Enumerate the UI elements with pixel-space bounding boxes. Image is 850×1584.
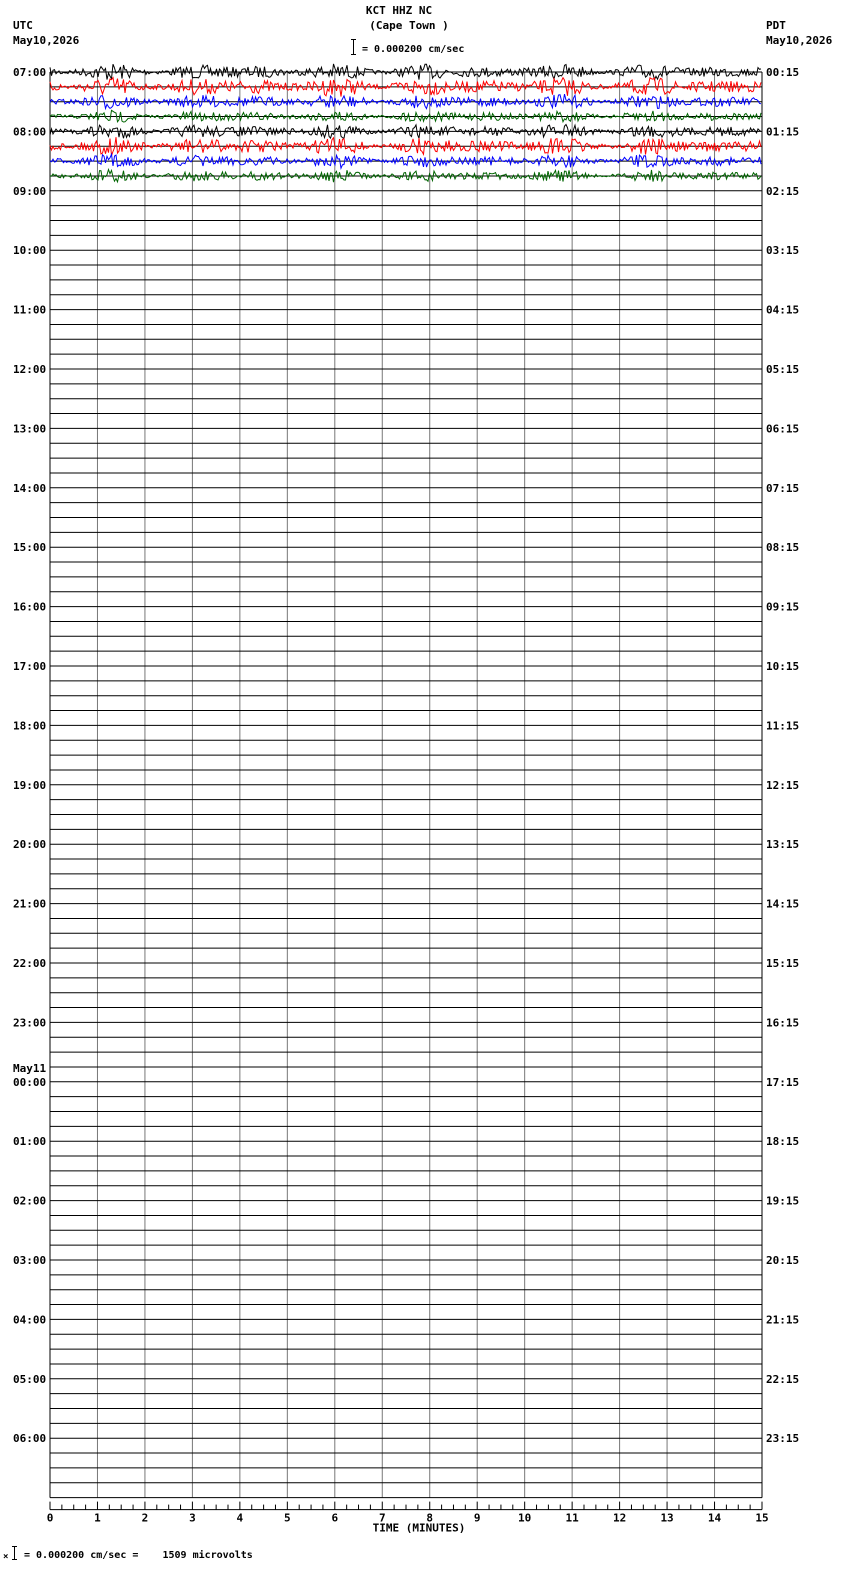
- utc-hour-label: 22:00: [13, 957, 47, 970]
- pdt-hour-label: 18:15: [766, 1135, 800, 1149]
- pdt-hour-label: 19:15: [766, 1194, 800, 1208]
- utc-hour-label: 20:00: [13, 838, 47, 852]
- utc-hour-label: 01:00: [13, 1135, 47, 1149]
- x-tick-label: 0: [46, 1511, 54, 1525]
- footer-scale-note: = 0.000200 cm/sec = 1509 microvolts: [24, 1550, 253, 1561]
- utc-hour-label: 02:00: [13, 1194, 47, 1208]
- pdt-hour-label: 12:15: [766, 778, 800, 792]
- pdt-hour-label: 22:15: [766, 1372, 800, 1386]
- utc-hour-label: 14:00: [13, 481, 47, 495]
- utc-hour-label: 12:00: [13, 363, 47, 376]
- pdt-hour-label: 06:15: [766, 422, 800, 436]
- utc-hour-label: 19:00: [13, 778, 47, 792]
- x-tick-label: 8: [426, 1511, 434, 1525]
- x-tick-label: 3: [189, 1511, 196, 1525]
- pdt-hour-label: 03:15: [766, 244, 800, 258]
- x-axis-label: TIME (MINUTES): [372, 1521, 466, 1535]
- pdt-hour-label: 08:15: [766, 541, 800, 555]
- utc-hour-label: 21:00: [13, 897, 47, 911]
- utc-hour-label: 11:00: [13, 303, 47, 317]
- pdt-hour-label: 17:15: [766, 1075, 800, 1089]
- x-tick-label: 13: [660, 1511, 674, 1525]
- pdt-hour-label: 20:15: [766, 1254, 800, 1267]
- x-tick-label: 11: [565, 1511, 579, 1525]
- station-title: KCT HHZ NC: [365, 4, 433, 17]
- utc-hour-label: 15:00: [13, 541, 47, 555]
- utc-hour-label: 16:00: [13, 600, 47, 614]
- pdt-hour-label: 09:15: [766, 600, 800, 614]
- right-date: May10,2026: [766, 34, 833, 47]
- x-tick-label: 10: [518, 1511, 532, 1525]
- x-tick-label: 1: [94, 1511, 101, 1525]
- x-tick-label: 4: [236, 1511, 244, 1525]
- pdt-hour-label: 13:15: [766, 838, 800, 852]
- x-tick-label: 6: [331, 1511, 339, 1525]
- scale-label: = 0.000200 cm/sec: [362, 44, 465, 55]
- pdt-hour-label: 02:15: [766, 184, 800, 198]
- pdt-hour-label: 23:15: [766, 1432, 800, 1446]
- utc-hour-label: 10:00: [13, 244, 47, 258]
- pdt-hour-label: 07:15: [766, 481, 800, 495]
- utc-hour-label: 03:00: [13, 1254, 47, 1267]
- pdt-hour-label: 00:15: [766, 66, 800, 79]
- utc-hour-label: 04:00: [13, 1313, 47, 1327]
- utc-hour-label: 06:00: [13, 1432, 47, 1446]
- x-tick-label: 7: [378, 1511, 386, 1525]
- left-timezone: UTC: [13, 19, 33, 32]
- date-change-label: May11: [13, 1061, 47, 1075]
- utc-hour-label: 08:00: [13, 125, 47, 139]
- right-timezone: PDT: [766, 19, 786, 32]
- left-date: May10,2026: [13, 34, 80, 47]
- x-tick-label: 2: [141, 1511, 149, 1525]
- x-tick-label: 12: [612, 1511, 627, 1525]
- x-tick-label: 5: [284, 1511, 291, 1525]
- footer-marker-icon: ×: [3, 1552, 9, 1562]
- footer-scale-bar-icon: [12, 1546, 17, 1560]
- pdt-hour-label: 14:15: [766, 897, 800, 911]
- utc-hour-label: 00:00: [13, 1075, 47, 1089]
- x-tick-label: 9: [473, 1511, 481, 1525]
- pdt-hour-label: 11:15: [766, 719, 800, 733]
- x-tick-label: 14: [707, 1511, 722, 1525]
- utc-hour-label: 17:00: [13, 660, 47, 673]
- x-tick-label: 15: [755, 1511, 769, 1525]
- utc-hour-label: 13:00: [13, 422, 47, 436]
- utc-hour-label: 07:00: [13, 66, 47, 79]
- utc-hour-label: 09:00: [13, 184, 47, 198]
- pdt-hour-label: 01:15: [766, 125, 800, 139]
- pdt-hour-label: 04:15: [766, 303, 800, 317]
- pdt-hour-label: 15:15: [766, 957, 800, 970]
- pdt-hour-label: 05:15: [766, 363, 800, 376]
- pdt-hour-label: 21:15: [766, 1313, 800, 1327]
- utc-hour-label: 05:00: [13, 1372, 47, 1386]
- utc-hour-label: 18:00: [13, 719, 47, 733]
- pdt-hour-label: 16:15: [766, 1016, 800, 1030]
- utc-hour-label: 23:00: [13, 1016, 47, 1030]
- station-location: (Cape Town ): [369, 19, 449, 32]
- pdt-hour-label: 10:15: [766, 660, 800, 673]
